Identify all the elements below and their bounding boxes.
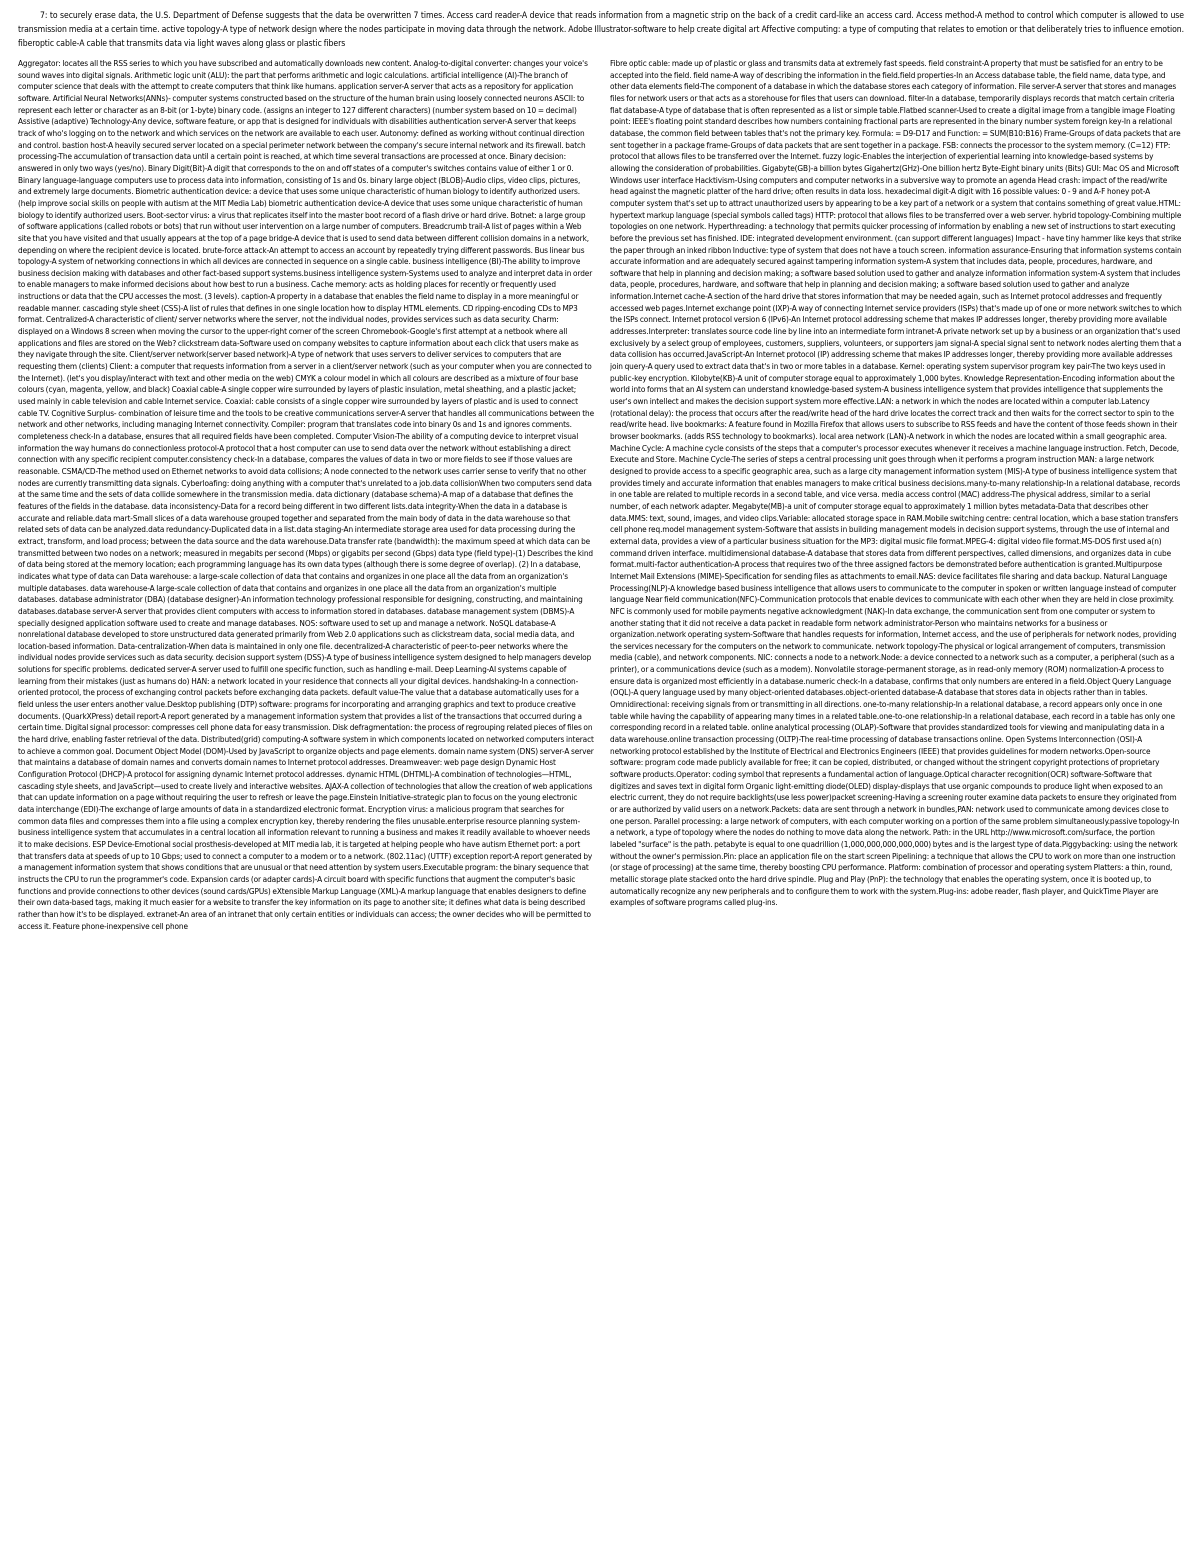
right-column-text: Fibre optic cable: made up of plastic or glass and transmits data at extremely fast speeds. field constraint-A property that must be satisfied for an entry to be accepted into the field. field name-A way of describing the information in the field.field properties-In an Access database table, the field name, data type, and other data elements field-The component of a database in which the database stores each category of information. File server-A server that stores and manages files for network users or that acts as a storehouse for files that users can download. filter-In a database, temporarily displays records that match certain criteria flat database-A type of database that is often represented as a list or simple table.Flatbed scanner-Used to create a digital image from a tangible image Floating point: IEEE's floating point standard describes how numbers containing fractional parts are represented in the binary number system foreign key-In a relational database, the common field between tables that's not the primary key. Formula: = D9-D17 and Function: = SUM(B10:B16) Frame-Groups of data packets that are sent together in a package frame-Groups of data packets that are sent together in a package. FSB: connects the processor to the system memory. (C=12) FTP: protocol that allows files to be transferred over the Internet. fuzzy logic-Enables the interjection of experiential learning into knowledge-based systems by allowing the consideration of probabilities. Gigabyte(GB)-a billion bytes Gigahertz(GHz)-One billion hertz Byte-Eight binary units (Bits) GUI: Mac OS and Microsoft Windows user interface Hacktivism-Using computers and computer networks in a subversive way to promote an agenda Head crash: impact of the read/write head against the magnetic platter of the hard drive; often results in data loss. hexadecimal digit-A digit with 16 possible values: 0 - 9 and A-F honey pot-A computer system that's set up to attract unauthorized users by appearing to be a key part of a network or a system that contains something of great value.HTML: hypertext markup language (special symbols called tags) HTTP: protocol that allows files to be transferred over a web server. hybrid topology-Combining multiple topologies on one network. Hyperthreading: a technology that permits quicker processing of information by enabling a new set of instructions to start executing before the previous set has finished. IDE: integrated development environment. (can support different languages) Impact - have tiny hammer like keys that strike the paper through an inked ribbon Inductive: type of system that does not have a touch screen. information assurance-Ensuring that information systems contain accurate information and are adequately secured against tampering information system-A system that includes data, people, procedures, hardware, and software that help in planning and decision making; a software based solution used to gather and analyze information information system-A system that includes data, people, procedures, hardware, and software that help in planning and decision making; a software based solution used to gather and analyze information.Internet cache-A section of the hard drive that stores information that may be needed again, such as Internet protocol addresses and frequently accessed web pages.Internet exchange point (IXP)-A way of connecting Internet service providers (ISPs) that's made up of one or more network switches to which the ISPs connect. Internet protocol version 6 (IPv6)-An Internet protocol addressing scheme that makes IP addresses longer, thereby providing more available addresses.Interpreter: translates source code line by line into an intermediate form intranet-A private network set up by a business or an organization that's used exclusively by a select group of employees, customers, suppliers, volunteers, or supporters jam signal-A special signal sent to network nodes alerting them that a data collision has occurred.JavaScript-An Internet protocol (IP) addressing scheme that makes IP addresses longer, thereby providing more available addresses join query-A query used to extract data that's in two or more tables in a database. Kernel: operating system supervisor program key pair-The two keys used in public-key encryption. Kilobyte(KB)-A unit of computer storage equal to approximately 1,000 bytes. Knowledge Representation-Encoding information about the world into forms that an AI system can understand knowledge-based system-A business intelligence system that provides intelligence that supplements the user's own intellect and makes the decision support system more effective.LAN: a network in which the nodes are located within a computer lab.Latency (rotational delay): the process that occurs after the read/write head of the hard drive locates the correct track and then waits for the correct sector to spin to the read/write head. live bookmarks: A feature found in Mozilla Firefox that allows users to subscribe to RSS feeds and have the content of those feeds shown in their browser bookmarks. (adds RSS technology to bookmarks). local area network (LAN)-A network in which the nodes are located within a small geographic area. Machine Cycle: A machine cycle consists of the steps that a computer's processor executes whenever it receives a machine language instruction. Fetch, Decode, Execute and Store. Machine Cycle-The series of steps a central processing unit goes through when it performs a program instruction MAN: a large network designed to provide access to a specific geographic area, such as a large city management information system (MIS)-A type of business intelligence system that provides timely and accurate information that enables managers to make critical business decisions.many-to-many relationship-In a relational database, records in one table are related to multiple records in a second table, and vice versa. media access control (MAC) address-The physical address, similar to a serial number, of each network adapter. Megabyte(MB)-a unit of computer storage equal to approximately 1 million bytes metadata-Data that describes other data.MMS: text, sound, images, and video clips.Variable: allocated storage space in RAM.Mobile switching centre: central location, which a base station transfers cell phone req.model management system-Software that assists in building management models in decision support systems, through the use of internal and external data, provides a view of a particular business situation for the MP3: digital music file format.MPEG-4: digital video file format.MS-DOS first used a(n) command driven interface. multidimensional database-A database that stores data from different perspectives, called dimensions, and organizes data in cube format.multi-factor authentication-A process that requires two of the three assigned factors be demonstrated before authentication is granted.Multipurpose Internet Mail Extensions (MIME)-Specification for sending files as attachments to email.NAS: device facilitates file sharing and data backup. Natural Language Processing(NLP)-A knowledge based business intelligence that allows users to communicate to the computer in spoken or written language instead of computer language Near field communication(NFC)-Communication protocols that enable devices to communicate with each other when they are held in close proximity. NFC is commonly used for mobile payments negative acknowledgment (NAK)-In data exchange, the communication sent from one computer or system to another stating that it did not receive a data packet in readable form network administrator-Person who maintains networks for a business or organization.network operating system-Software that handles requests for information, Internet access, and the use of peripherals for network nodes, providing the services necessary for the computers on the network to communicate. network topology-The physical or logical arrangement of computers, transmission media (cable), and network components. NIC: connects a node to a network.Node: a device connected to a network such as a computer, a peripheral (such as a printer), or a communications device (such as a modem). Nonvolatile storage-permanent storage, as in read-only memory (ROM) normalization-A process to ensure data is organized most efficiently in a database.numeric check-In a database, confirms that only numbers are entered in a field.Object Query Language (OQL)-A query language used by many object-oriented databases.object-oriented database-A database that stores data in objects rather than in tables. Omnidirectional: receiving signals from or transmitting in all directions. one-to-many relationship-In a relational database, a record appears only once in one table while having the capability of appearing many times in a related table.one-to-one relationship-In a relational database, each record in a table has only one corresponding record in a related table. online analytical processing (OLAP)-Software that provides standardized tools for viewing and manipulating data in a data warehouse.online transaction processing (OLTP)-The real-time processing of database transactions online. Open Systems Interconnection (OSI)-A networking protocol established by the Institute of Electrical and Electronics Engineers (IEEE) that provides guidelines for modern networks.Open-source software: program code made publicly available for free; it can be copied, distributed, or changed without the stringent copyright protections of proprietary software products.Operator: coding symbol that represents a fundamental action of language.Optical character recognition(OCR) software-Software that digitizes and saves text in digital form Organic light-emitting diode(OLED) display-displays that use organic compounds to produce light when exposed to an electric current, they do not require backlights(use less power)packet screening-Having a screening router examine data packets to ensure they originated from or are authorized by valid users on a network.Packets: data are sent through a network in bundles,PAN: network used to communicate among devices close to one person. Parallel processing: a large network of computers, with each computer working on a portion of the same problem simultaneously.passive topology-In a network, a type of topology where the nodes do nothing to move data along the network. Path: in the URL http://www.microsoft.com/surface, the portion labeled "surface" is the path. petabyte is equal to one quadrillion (1,000,000,000,000,000) bytes and is the largest type of data.Piggybacking: using the network without the owner's permission.Pin: place an application file on the start screen Pipelining: a technique that allows the CPU to work on more than one instruction (or stage of processing) at the same time, thereby boosting CPU performance. Platform: combination of processor and operating system Platters: a thin, round, metallic storage plate stacked onto the hard drive spindle. Plug and Play (PnP): the technology that enables the operating system, once it is booted up, to automatically recognize any new peripherals and to configure them to work with the system.Plug-ins: adobe reader, flash player, and QuickTime Player are examples of software programs called plug-ins.	[610, 58, 1182, 908]
intro-paragraph: 7: to securely erase data, the U.S. Department of Defense suggests that the data be overwritten 7 times. Access card reader-A device that reads information from a magnetic strip on the back of a credit card-like an access card. Access method-A method to control which computer is allowed to use transmission media at a certain time. active topology-A type of network design where the nodes participate in moving data through the network. Adobe Illustrator-software to help create digital art Affective computing: a type of computing that relates to emotion or that deliberately tries to influence emotion. fiberoptic cable-A cable that transmits data via light waves along glass or plastic fibers	[18, 11, 1184, 49]
left-column-text: Aggregator: locates all the RSS series to which you have subscribed and automatically downloads new content. Analog-to-digital converter: changes your voice's sound waves into digital signals. Arithmetic logic unit (ALU): the part that performs arithmetic and logic calculations. artificial intelligence (AI)-The branch of computer science that deals with the attempt to create computers that think like humans. application server-A server that acts as a repository for application software. Artificial Neural Networks(ANNs)- computer systems constructed based on the structure of the human brain using loosely connected neurons ASCII: to represent each letter or character as an 8-bit (or 1-byte) binary code. (assigns an integer to 127 different characters) (number system based on 10 = decimal) Assistive (adaptive) Technology-Any device, software feature, or app that is designed for individuals with disabilities authentication server-A server that keeps track of who's logging on to the network and which services on the network are available to each user. Autonomy: defined as working without continual direction and control. bastion host-A heavily secured server located on a special perimeter network between the company's secure internal network and its firewall. batch processing-The accumulation of transaction data until a certain point is reached, at which time several transactions are processed at once. Binary decision: answered in only two ways (yes/no). Binary Digit(Bit)-A digit that corresponds to the on and off states of a computer's switches contains value of either 1 or 0. Binary language-language computers use to process data into information, consisting of 1s and 0s. binary large object (BLOB)-Audio clips, video clips, pictures, and extremely large documents. Biometric authentication device: a device that uses some unique characteristic of human biology to identify authorized users. (help improve social skills on people with autism at the MIT Media Lab) biometric authentication device-A device that uses some unique characteristic of human biology to identify authorized users. Boot-sector virus: a virus that replicates itself into the master boot record of a flash drive or hard drive. Botnet: a large group of software applications (called robots or bots) that run without user intervention on a large number of computers. Breadcrumb trail-A list of pages within a Web site that you have visited and that usually appears at the top of a page bridge-A device that is used to send data between different collision domains in a network, depending on where the recipient device is located. brute-force attack-An attempt to access an account by repeatedly trying different passwords. Bus linear bus topology-A system of networking connections in which all devices are connected in sequence on a single cable. business intelligence (BI)-The ability to improve business decision making with databases and other fact-based support systems.business intelligence system-Systems used to analyze and interpret data in order to enable managers to make informed decisions about how best to run a business. Cache memory: acts as holding places for recently or frequently used instructions or data that the CPU accesses the most. (3 levels). caption-A property in a database that enables the field name to display in a more meaningful or readable manner. cascading style sheet (CSS)-A list of rules that defines in one single location how to display HTML elements. CD ripping-encoding CDs to MP3 format. Centralized-A characteristic of client/ server networks where the server, not the individual nodes, provides services such as data security. Charm: displayed on a Windows 8 screen when moving the cursor to the upper-right corner of the screen Chromebook-Google's first attempt at a netbook where all applications and files are stored on the Web? clickstream data-Software used on company websites to capture information about each click that users make as they navigate through the site. Client/server network(server based network)-A type of network that uses servers to deliver services to computers that are requesting them (clients) Client: a computer that requests information from a server in a client/server network (such as your computer when you are connected to the Internet). (let's you display/interact with text and other media on the web) CMYK a colour model in which all colours are described as a mixture of four base colours (cyan, magenta, yellow, and black) Coaxial cable-A single copper wire surrounded by layers of plastic insulation, metal sheathing, and a plastic jacket; used mainly in cable television and cable Internet service. Coaxial: cable consists of a single copper wire surrounded by layers of plastic and is used to connect cable TV. Cognitive Surplus- combination of leisure time and the tools to be creative communications server-A server that handles all communications between the network and other networks, including managing Internet connectivity. Compiler: program that translates code into binary 0s and 1s and ignores comments. completeness check-In a database, ensures that all required fields have been completed. Computer Vision-The ability of a computing device to interpret visual information the way humans do connectionless protocol-A protocol that a host computer can use to send data over the network without establishing a direct connection with any specific recipient computer.consistency check-In a database, compares the values of data in two or more fields to see if those values are reasonable. CSMA/CD-The method used on Ethernet networks to avoid data collisions; A node connected to the network uses carrier sense to verify that no other nodes are currently transmitting data signals. Cyberloafing: doing anything with a computer that's unrelated to a job.data collisionWhen two computers send data at the same time and the sets of data collide somewhere in the transmission media. data dictionary (database schema)-A map of a database that defines the features of the fields in the database. data inconsistency-Data for a record being different in two different lists.data integrity-When the data in a database is accurate and reliable.data mart-Small slices of a data warehouse grouped together and separated from the main body of data in the data warehouse so that related sets of data can be analyzed.data redundancy-Duplicated data in a list.data staging-An intermediate storage area used for data processing during the extract, transform, and load process; between the data source and the data warehouse.Data transfer rate (bandwidth): the maximum speed at which data can be transmitted between two nodes on a network; measured in megabits per second (Mbps) or gigabits per second (Gbps) data type (field type)-(1) Describes the kind of data being stored at the memory location; each programming language has its own data types (although there is some degree of overlap). (2) In a database, indicates what type of data can Data warehouse: a large-scale collection of data that contains and organizes in one place all the data from an organization's multiple databases. data warehouse-A large-scale collection of data that contains and organizes in one place all the data from an organization's multiple databases. database administrator (DBA) (database designer)-An information technology professional responsible for designing, constructing, and maintaining databases.database server-A server that provides client computers with access to information stored in databases. database management system (DBMS)-A specially designed application software used to create and manage databases. NOS: software used to set up and manage a network. NoSQL database-A nonrelational database developed to store unstructured data generated primarily from Web 2.0 applications such as clickstream data, social media data, and location-based information. Data-centralization-When data is maintained in only one file. decentralized-A characteristic of peer-to-peer networks where the individual nodes provide services such as data security. decision support system (DSS)-A type of business intelligence system designed to help managers develop solutions for specific problems. dedicated server-A server used to fulfill one specific function, such as handling e-mail. Deep Learning-AI systems capable of learning from their mistakes (just as humans do) HAN: a network located in your residence that connects all your digital devices. handshaking-In a connection-oriented protocol, the process of exchanging control packets before exchanging data packets. default value-The value that a database automatically uses for a field unless the user enters another value.Desktop publishing (DTP) software: programs for incorporating and arranging graphics and text to produce creative documents. (QuarkXPress) detail report-A report generated by a management information system that provides a list of the transactions that occurred during a certain time. Digital signal processor: compresses cell phone data for easy transmission. Disk defragmentation: the process of regrouping related pieces of files on the hard drive, enabling faster retrieval of the data. Distributed(grid) computing-A software system in which components located on networked computers interact to achieve a common goal. Document Object Model (DOM)-Used by JavaScript to organize objects and page elements. domain name system (DNS) server-A server that maintains a database of domain names and converts domain names to Internet protocol addresses. Dreamweaver: web page design Dynamic Host Configuration Protocol (DHCP)-A protocol for assigning dynamic Internet protocol addresses. dynamic HTML (DHTML)-A combination of technologies—HTML, cascading style sheets, and JavaScript—used to create lively and interactive websites. AJAX-A collection of technologies that allow the creation of web applications that can update information on a page without requiring the user to refresh or leave the page.Einstein Initiative-strategic plan to focus on the young electronic data interchange (EDI)-The exchange of large amounts of data in a standardized electronic format. Encryption virus: a malicious program that searches for common data files and compresses them into a file using a complex encryption key, thereby rendering the files unusable.enterprise resource planning system- business intelligence system that accumulates in a central location all information relevant to running a business and makes it readily available to whoever needs it to make decisions. ESP Device-Emotional social prosthesis-developed at MIT media lab, it is targeted at helping people who have autism Ethernet port: a port that transfers data at speeds of up to 10 Gbps; used to connect a computer to a modem or to a network. (802.11ac) (UTTF) exception report-A report generated by a management information system that shows conditions that are unusual or that need attention by system users.Executable program: the binary sequence that instructs the CPU to run the programmer's code. Expansion cards (or adapter cards)-A circuit board with specific functions that augment the computer's basic functions and provide connections to other devices (sound cards/GPUs) eXtensible Markup Language (XML)-A markup language that enables designers to define their own data-based tags, making it much easier for a website to transfer the key information on its page to another site; it defines what data is being described rather than how it's to be displayed. extranet-An area of an intranet that only certain entities or individuals can access; the owner decides who will be permitted to access it. Feature phone-inexpensive cell phone	[18, 58, 594, 931]
